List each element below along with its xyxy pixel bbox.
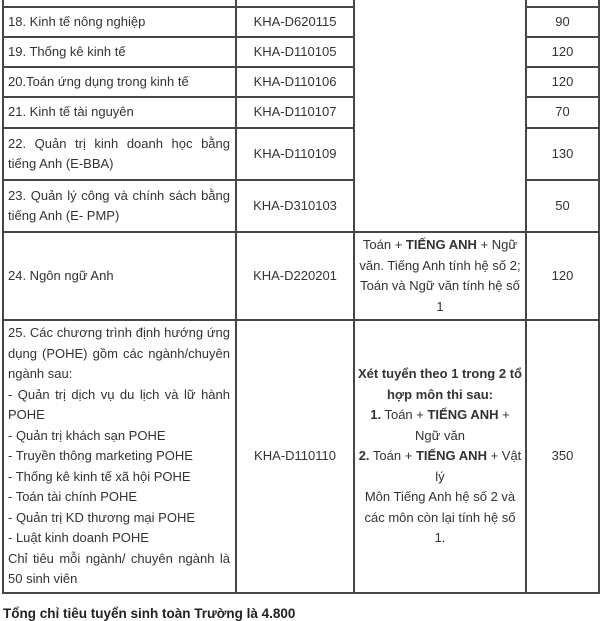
quota-cell: 50 <box>526 180 599 232</box>
program-name-cell: 22. Quản trị kinh doanh học bằng tiếng Anh (E-BBA) <box>3 128 236 180</box>
program-code-cell: KHA-D620115 <box>236 7 354 37</box>
subjects-cell <box>354 320 526 593</box>
quota-cell <box>526 0 599 7</box>
program-name-cell: 21. Kinh tế tài nguyên <box>3 97 236 128</box>
program-code-cell: KHA-D220201 <box>236 232 354 320</box>
program-code-cell: KHA-D110105 <box>236 37 354 67</box>
program-code-cell: KHA-D310103 <box>236 180 354 232</box>
quota-cell: 120 <box>526 232 599 320</box>
quota-cell: 90 <box>526 7 599 37</box>
text-line: Toán + TIẾNG ANH + Ngữ văn. Tiếng Anh tính hệ số 2; Toán và Ngữ văn tính hệ số 1 <box>359 237 521 314</box>
program-code-cell: KHA-D110107 <box>236 97 354 128</box>
table-row <box>3 320 599 593</box>
table-row <box>3 232 599 320</box>
program-name-cell: 20.Toán ứng dụng trong kinh tế <box>3 67 236 97</box>
text-line: - Luật kinh doanh POHE <box>8 530 149 545</box>
quota-cell: 350 <box>526 320 599 593</box>
program-code-cell <box>236 0 354 7</box>
text-line: - Quản trị dịch vụ du lịch và lữ hành POHE <box>8 386 230 422</box>
text-line: Môn Tiếng Anh hệ số 2 và các môn còn lại tính hệ số 1. <box>364 489 516 545</box>
text-line: Xét tuyển theo 1 trong 2 tổ hợp môn thi sau: <box>358 366 522 402</box>
text-line: - Toán tài chính POHE <box>8 489 138 504</box>
program-name-cell: 23. Quản lý công và chính sách bằng tiếng Anh (E- PMP) <box>3 180 236 232</box>
text-line: - Truyền thông marketing POHE <box>8 448 193 463</box>
program-name-cell: 24. Ngôn ngữ Anh <box>3 232 236 320</box>
text-line: - Thống kê kinh tế xã hội POHE <box>8 468 191 484</box>
program-name-cell: 18. Kinh tế nông nghiệp <box>3 7 236 37</box>
table-row-cutoff <box>3 0 599 7</box>
quota-cell: 120 <box>526 67 599 97</box>
program-name-cell: 19. Thống kê kinh tế <box>3 37 236 67</box>
text-line: - Quản trị KD thương mại POHE <box>8 509 196 525</box>
program-name-cell <box>3 320 236 593</box>
program-code-cell: KHA-D110106 <box>236 67 354 97</box>
total-enrollment-note: Tổng chỉ tiêu tuyển sinh toàn Trường là 4.800 <box>3 605 296 621</box>
text-line: 1. Toán + TIẾNG ANH + Ngữ văn <box>370 407 510 443</box>
program-name-cell <box>3 0 236 7</box>
text-line: - Quản trị khách sạn POHE <box>8 427 166 443</box>
subjects-cell <box>354 232 526 320</box>
text-line: 2. Toán + TIẾNG ANH + Vật lý <box>358 448 522 484</box>
text-line: Chỉ tiêu mỗi ngành/ chuyên ngành là 50 sinh viên <box>8 550 230 586</box>
admission-programs-table <box>2 0 600 594</box>
subjects-merged-cell <box>354 0 526 232</box>
quota-cell: 120 <box>526 37 599 67</box>
quota-cell: 70 <box>526 97 599 128</box>
quota-cell: 130 <box>526 128 599 180</box>
program-code-cell: KHA-D110110 <box>236 320 354 593</box>
text-line: 25. Các chương trình định hướng ứng dụng (POHE) gồm các ngành/chuyên ngành sau: <box>8 325 230 381</box>
program-code-cell: KHA-D110109 <box>236 128 354 180</box>
